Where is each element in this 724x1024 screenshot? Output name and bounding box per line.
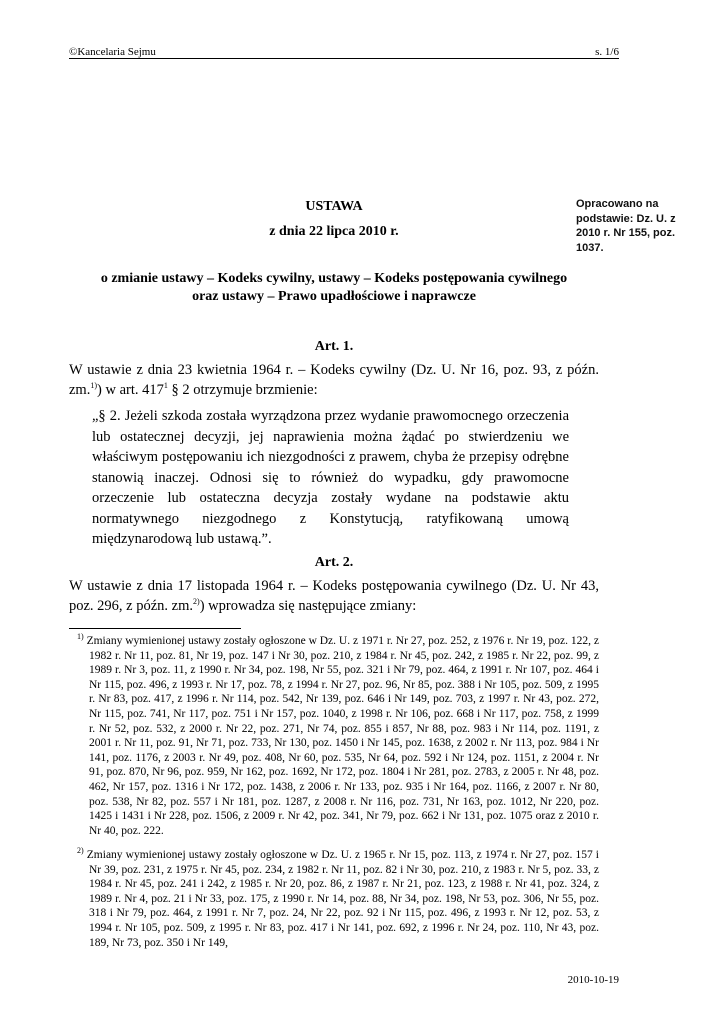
article-superscript: 1: [163, 381, 168, 391]
footnote-divider: [69, 628, 241, 629]
document-date: z dnia 22 lipca 2010 r.: [269, 224, 399, 239]
footnote-text: Zmiany wymienionej ustawy zostały ogłoszone w Dz. U. z 1971 r. Nr 27, poz. 252, z 1976 r. Nr 19, poz. 122, z 1982 r. Nr 11, poz. 81, Nr 19, poz. 147 i Nr 30, poz. 210, z 1984 r. Nr 45, poz. 242, z 1985 r. Nr 22, poz. 99, z 1989 r. Nr 3, poz. 11, z 1990 r. Nr 34, poz. 198, Nr 55, poz. 321 i Nr 79, poz. 464, z 1991 r. Nr 107, poz. 464 i Nr 115, poz. 496, z 1993 r. Nr 17, poz. 78, z 1994 r. Nr 27, poz. 96, Nr 85, poz. 388 i Nr 105, poz. 509, z 1995 r. Nr 83, poz. 417, z 1996 r. Nr 114, poz. 542, Nr 139, poz. 646 i Nr 149, poz. 703, z 1997 r. Nr 43, poz. 272, Nr 115, poz. 741, Nr 117, poz. 751 i Nr 157, poz. 1040, z 1998 r. Nr 106, poz. 668 i Nr 117, poz. 758, z 1999 r. Nr 52, poz. 532, z 2000 r. Nr 22, poz. 271, Nr 74, poz. 855 i 857, Nr 88, poz. 983 i Nr 114, poz. 1191, z 2001 r. Nr 11, poz. 91, Nr 71, poz. 733, Nr 130, poz. 1450 i Nr 145, poz. 1638, z 2002 r. Nr 113, poz. 984 i Nr 141, poz. 1176, z 2003 r. Nr 49, poz. 408, Nr 60, poz. 535, Nr 64, poz. 592 i Nr 124, poz. 1151, z 2004 r. Nr 91, poz. 870, Nr 96, poz. 959, Nr 162, poz. 1692, Nr 172, poz. 1804 i Nr 281, poz. 2783, z 2005 r. Nr 48, poz. 462, Nr 157, poz. 1316 i Nr 172, poz. 1438, z 2006 r. Nr 133, poz. 935 i Nr 164, poz. 1166, z 2007 r. Nr 80, poz. 538, Nr 82, poz. 557 i Nr 181, poz. 1287, z 2008 r. Nr 116, poz. 731, Nr 163, poz. 1012, Nr 220, poz. 1425 i 1431 i Nr 228, poz. 1506, z 2009 r. Nr 42, poz. 341, Nr 79, poz. 662 i Nr 131, poz. 1075 oraz z 2010 r. Nr 40, poz. 222.: [86, 635, 600, 837]
article-2-heading: Art. 2.: [314, 555, 354, 570]
article-1-heading: Art. 1.: [314, 339, 354, 354]
footnote-text: Zmiany wymienionej ustawy zostały ogłoszone w Dz. U. z 1965 r. Nr 15, poz. 113, z 1974 r. Nr 27, poz. 157 i Nr 39, poz. 231, z 1975 r. Nr 45, poz. 234, z 1982 r. Nr 11, poz. 82 i Nr 30, poz. 210, z 1983 r. Nr 5, poz. 33, z 1984 r. Nr 45, poz. 241 i 242, z 1985 r. Nr 20, poz. 86, z 1987 r. Nr 21, poz. 123, z 1988 r. Nr 41, poz. 324, z 1989 r. Nr 4, poz. 21 i Nr 33, poz. 175, z 1990 r. Nr 14, poz. 88, Nr 34, poz. 198, Nr 53, poz. 306, Nr 55, poz. 318 i Nr 79, poz. 464, z 1991 r. Nr 7, poz. 24, Nr 22, poz. 92 i Nr 115, poz. 496, z 1993 r. Nr 12, poz. 53, z 1994 r. Nr 105, poz. 509, z 1995 r. Nr 83, poz. 417 i Nr 141, poz. 692, z 1996 r. Nr 24, poz. 110, Nr 43, poz. 189, Nr 73, poz. 350 i Nr 149,: [86, 849, 599, 949]
document-subject-line-1: o zmianie ustawy – Kodeks cywilny, ustawy – Kodeks postępowania cywilnego: [100, 271, 568, 286]
footnote-ref-2[interactable]: 2): [193, 597, 200, 607]
article-1-intro: W ustawie z dnia 23 kwietnia 1964 r. – Kodeks cywilny (Dz. U. Nr 16, poz. 93, z późn. zm.$^{1)}$) w art. $417^1$ § 2 otrzymuje brzmienie:: [69, 362, 599, 398]
header-source: ©Kancelaria Sejmu: [69, 46, 156, 58]
footer-date: 2010-10-19: [567, 974, 619, 986]
page-number: s. 1/6: [595, 46, 619, 58]
footnote-2: [69, 848, 599, 950]
footnote-ref-1[interactable]: 1): [90, 381, 98, 391]
document-type: USTAWA: [305, 199, 363, 214]
header-divider: [69, 58, 619, 59]
footnote-mark: 2): [77, 846, 84, 856]
source-note: Opracowano na podstawie: Dz. U. z 2010 r. Nr 155, poz. 1037.: [576, 198, 676, 254]
footnote-mark: 1): [77, 632, 84, 642]
article-2-intro: W ustawie z dnia 17 listopada 1964 r. – Kodeks postępowania cywilnego (Dz. U. Nr 43, poz. 296, z późn. zm.$^{2)}$) wprowadza się następujące zmiany:: [69, 578, 599, 614]
footnote-1: [69, 634, 599, 838]
document-subject-line-2: oraz ustawy – Prawo upadłościowe i naprawcze: [192, 289, 476, 304]
article-1-quoted-provision: „§ 2. Jeżeli szkoda została wyrządzona przez wydanie prawomocnego orzeczenia lub ostatecznej decyzji, jej naprawienia można żądać po stwierdzeniu we właściwym postępowaniu ich niezgodności z prawem, chyba że przepisy odrębne stanowią inaczej. Odnosi się to również do wypadku, gdy prawomocne orzeczenie lub ostateczna decyzja zostały wydane na podstawie aktu normatywnego niezgodnego z Konstytucją, ratyfikowaną umową międzynarodową lub ustawą.”.: [92, 408, 569, 547]
